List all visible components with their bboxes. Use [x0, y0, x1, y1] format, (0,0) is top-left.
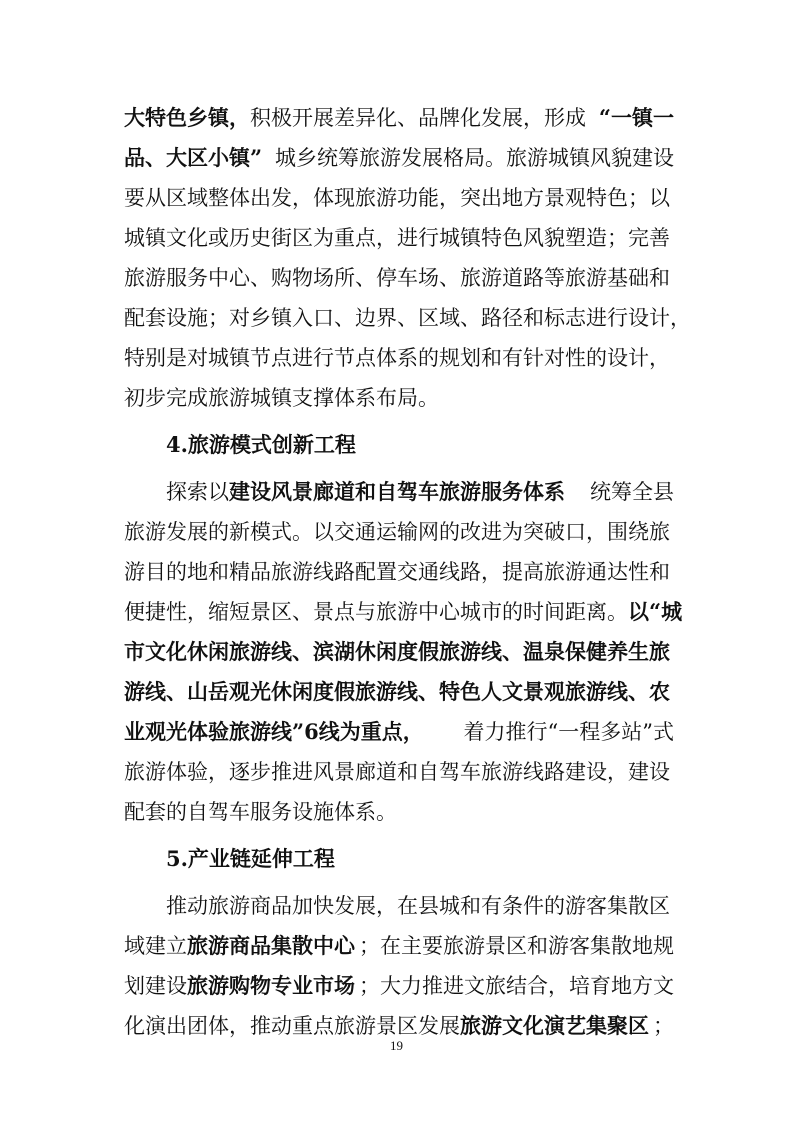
paragraph-line — [124, 886, 674, 926]
body-text: 特别是对城镇节点进行节点体系的规划和有针对性的设计， — [124, 346, 670, 370]
bold-text: 业观光体验旅游线”6线为重点， — [124, 719, 424, 744]
body-text: 推动旅游商品加快发展，在县城和有条件的游客集散区 — [166, 894, 670, 918]
paragraph-line — [124, 218, 674, 258]
body-text: 探索以 — [166, 480, 229, 504]
bold-text: 大特色乡镇， — [124, 105, 250, 130]
body-text: ；在主要旅游景区和游客集散地规 — [359, 934, 674, 958]
paragraph-line — [124, 298, 691, 338]
bold-text: 旅游文化演艺集聚区 — [460, 1013, 649, 1038]
body-text: 便捷性，缩短景区、景点与旅游中心城市的时间距离。 — [124, 600, 628, 624]
paragraph-line — [124, 966, 674, 1006]
body-text: 城镇文化或历史街区为重点，进行城镇特色风貌塑造；完善 — [124, 226, 670, 250]
paragraph-line — [124, 552, 674, 592]
page-number: 19 — [390, 1038, 403, 1053]
paragraph-line — [124, 926, 674, 966]
body-text: 划建设 — [124, 974, 187, 998]
body-text: 初步完成旅游城镇支撑体系布局。 — [124, 386, 439, 410]
bold-text: 旅游商品集散中心 — [187, 933, 355, 958]
body-text: 要从区域整体出发，体现旅游功能，突出地方景观特色；以 — [124, 186, 670, 210]
paragraph-line — [124, 138, 674, 178]
bold-text: 市文化休闲旅游线、滨湖休闲度假旅游线、温泉保健养生旅 — [124, 639, 670, 664]
section-heading: 5.产业链延伸工程 — [166, 846, 335, 871]
body-text: 城乡统筹旅游发展格局。旅游城镇风貌建设 — [275, 146, 674, 170]
paragraph-line — [124, 512, 674, 552]
bold-text: 游线、山岳观光休闲度假旅游线、特色人文景观旅游线、农 — [124, 679, 670, 704]
paragraph-line — [124, 632, 674, 672]
body-text: 统筹全县 — [590, 480, 674, 504]
body-text: 旅游服务中心、购物场所、停车场、旅游道路等旅游基础和 — [124, 266, 670, 290]
paragraph-line — [124, 672, 674, 712]
paragraph-line — [124, 338, 674, 378]
bold-text: 建设风景廊道和自驾车旅游服务体系 — [229, 479, 565, 504]
body-text: 域建立 — [124, 934, 187, 958]
body-text: 配套的自驾车服务设施体系。 — [124, 800, 397, 824]
body-text: 游目的地和精品旅游线路配置交通线路，提高旅游通达性和 — [124, 560, 670, 584]
document-body — [124, 98, 691, 1046]
bold-text: “一镇一 — [598, 105, 674, 130]
paragraph-line — [124, 792, 674, 832]
body-text: 化演出团体，推动重点旅游景区发展 — [124, 1014, 460, 1038]
body-text: 旅游体验，逐步推进风景廊道和自驾车旅游线路建设，建设 — [124, 760, 670, 784]
body-text: ； — [653, 1014, 674, 1038]
section-heading: 4.旅游模式创新工程 — [166, 432, 356, 457]
bold-text: 品、大区小镇” — [124, 145, 263, 170]
paragraph-line — [124, 712, 674, 752]
paragraph-line — [124, 178, 674, 218]
bold-text: 以“城 — [628, 599, 683, 624]
body-text: 积极开展差异化、品牌化发展，形成 — [250, 106, 586, 130]
paragraph-line — [124, 592, 683, 632]
body-text: ；大力推进文旅结合，培育地方文 — [359, 974, 674, 998]
body-text: 配套设施；对乡镇入口、边界、区域、路径和标志进行设计， — [124, 306, 691, 330]
paragraph-line — [124, 258, 674, 298]
paragraph-line — [124, 472, 674, 512]
bold-text: 旅游购物专业市场 — [187, 973, 355, 998]
body-text: 着力推行“一程多站”式 — [463, 720, 674, 744]
paragraph-line — [124, 752, 674, 792]
paragraph-line — [124, 378, 674, 418]
paragraph-line — [124, 98, 674, 138]
body-text: 旅游发展的新模式。以交通运输网的改进为突破口，围绕旅 — [124, 520, 670, 544]
